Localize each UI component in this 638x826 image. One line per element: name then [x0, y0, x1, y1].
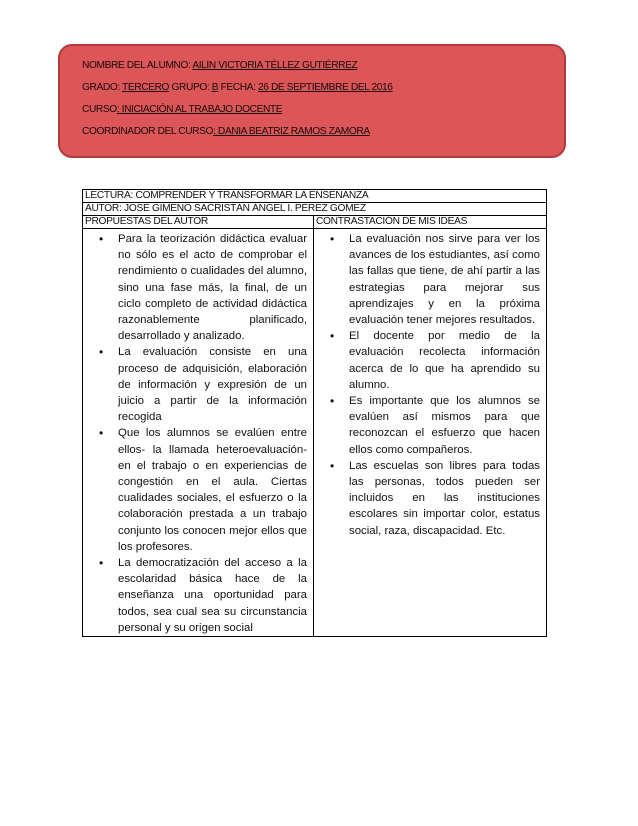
- author-proposals-header: PROPUESTAS DEL AUTOR: [83, 216, 314, 229]
- my-ideas-header: CONTRASTACIÓN DE MIS IDEAS: [314, 216, 547, 229]
- coordinator-line: [82, 126, 564, 138]
- group-value: B: [211, 82, 219, 93]
- list-item: • La evaluación nos sirve para ver los avances de los estudiantes, así como las fallas que tiene, de ahí partir a las estrategias para mejorar sus aprendizajes y en la próxima evaluación tener mejores resultados.: [316, 231, 544, 328]
- author-row: [83, 203, 547, 216]
- date-label: FECHA:: [220, 82, 256, 93]
- student-name-label: NOMBRE DEL ALUMNO:: [82, 60, 191, 71]
- list-item: • El docente por medio de la evaluación recolecta información acerca de lo que ha aprendido su alumno.: [316, 328, 544, 393]
- author-proposals-list: [85, 229, 311, 636]
- my-ideas-cell: [314, 229, 547, 637]
- course-label: CURSO: [82, 104, 117, 115]
- student-name-line: [82, 60, 564, 72]
- course-line: [82, 104, 564, 116]
- reading-row: [83, 190, 547, 203]
- list-item: • Para la teorización didáctica evaluar no sólo es el acto de comprobar el rendimiento o cualidades del alumno, sino una fase más, la final, de un ciclo completo de actividad didáctica razonablemente planificado, desarrollado y analizado.: [85, 231, 311, 344]
- grade-label: GRADO:: [82, 82, 120, 93]
- student-name-value: AILIN VICTORIA TÉLLEZ GUTIÉRREZ: [192, 60, 358, 71]
- column-header-row: [83, 216, 547, 229]
- list-item: • Que los alumnos se evalúen entre ellos- la llamada heteroevaluación- en el trabajo o en experiencias de congestión en el aula. Ciertas cualidades sociales, el esfuerzo o la colaboración prestada a un trabajo conjunto los conocen mejor ellos que los profesores.: [85, 425, 311, 555]
- date-value: 26 DE SEPTIEMBRE DEL 2016: [257, 82, 393, 93]
- list-item: • La evaluación consiste en una proceso de adquisición, elaboración de información y expresión de un juicio a partir de la información recogida: [85, 344, 311, 425]
- grade-value: TERCERO: [122, 82, 170, 93]
- reading-analysis-table: [82, 189, 547, 637]
- list-item: • Las escuelas son libres para todas las personas, todos pueden ser incluidos en las instituciones escolares sin importar color, estatus social, raza, discapacidad. Etc.: [316, 458, 544, 539]
- group-label: GRUPO:: [171, 82, 210, 93]
- coordinator-label: COORDINADOR DEL CURSO: [82, 126, 214, 137]
- student-info-box: [58, 44, 566, 158]
- author-cell: AUTOR: JOSÉ GIMENO SACRISTÁN ÁNGEL I. PÉREZ GÓMEZ: [83, 203, 547, 216]
- grade-group-date-line: [82, 82, 564, 94]
- list-item: • Es importante que los alumnos se evalúen así mismos para que reconozcan el esfuerzo que hacen ellos como compañeros.: [316, 393, 544, 458]
- list-item: • La democratización del acceso a la escolaridad básica hace de la enseñanza una oportunidad para todos, sea cual sea su circunstancia personal y su origen social: [85, 555, 311, 636]
- reading-title-cell: LECTURA: COMPRENDER Y TRANSFORMAR LA ENSEÑANZA: [83, 190, 547, 203]
- coordinator-value: : DANIA BEATRIZ RAMOS ZAMORA: [213, 126, 370, 137]
- course-value: : INICIACIÓN AL TRABAJO DOCENTE: [116, 104, 283, 115]
- content-row: [83, 229, 547, 637]
- author-proposals-cell: [83, 229, 314, 637]
- my-ideas-list: [316, 229, 544, 539]
